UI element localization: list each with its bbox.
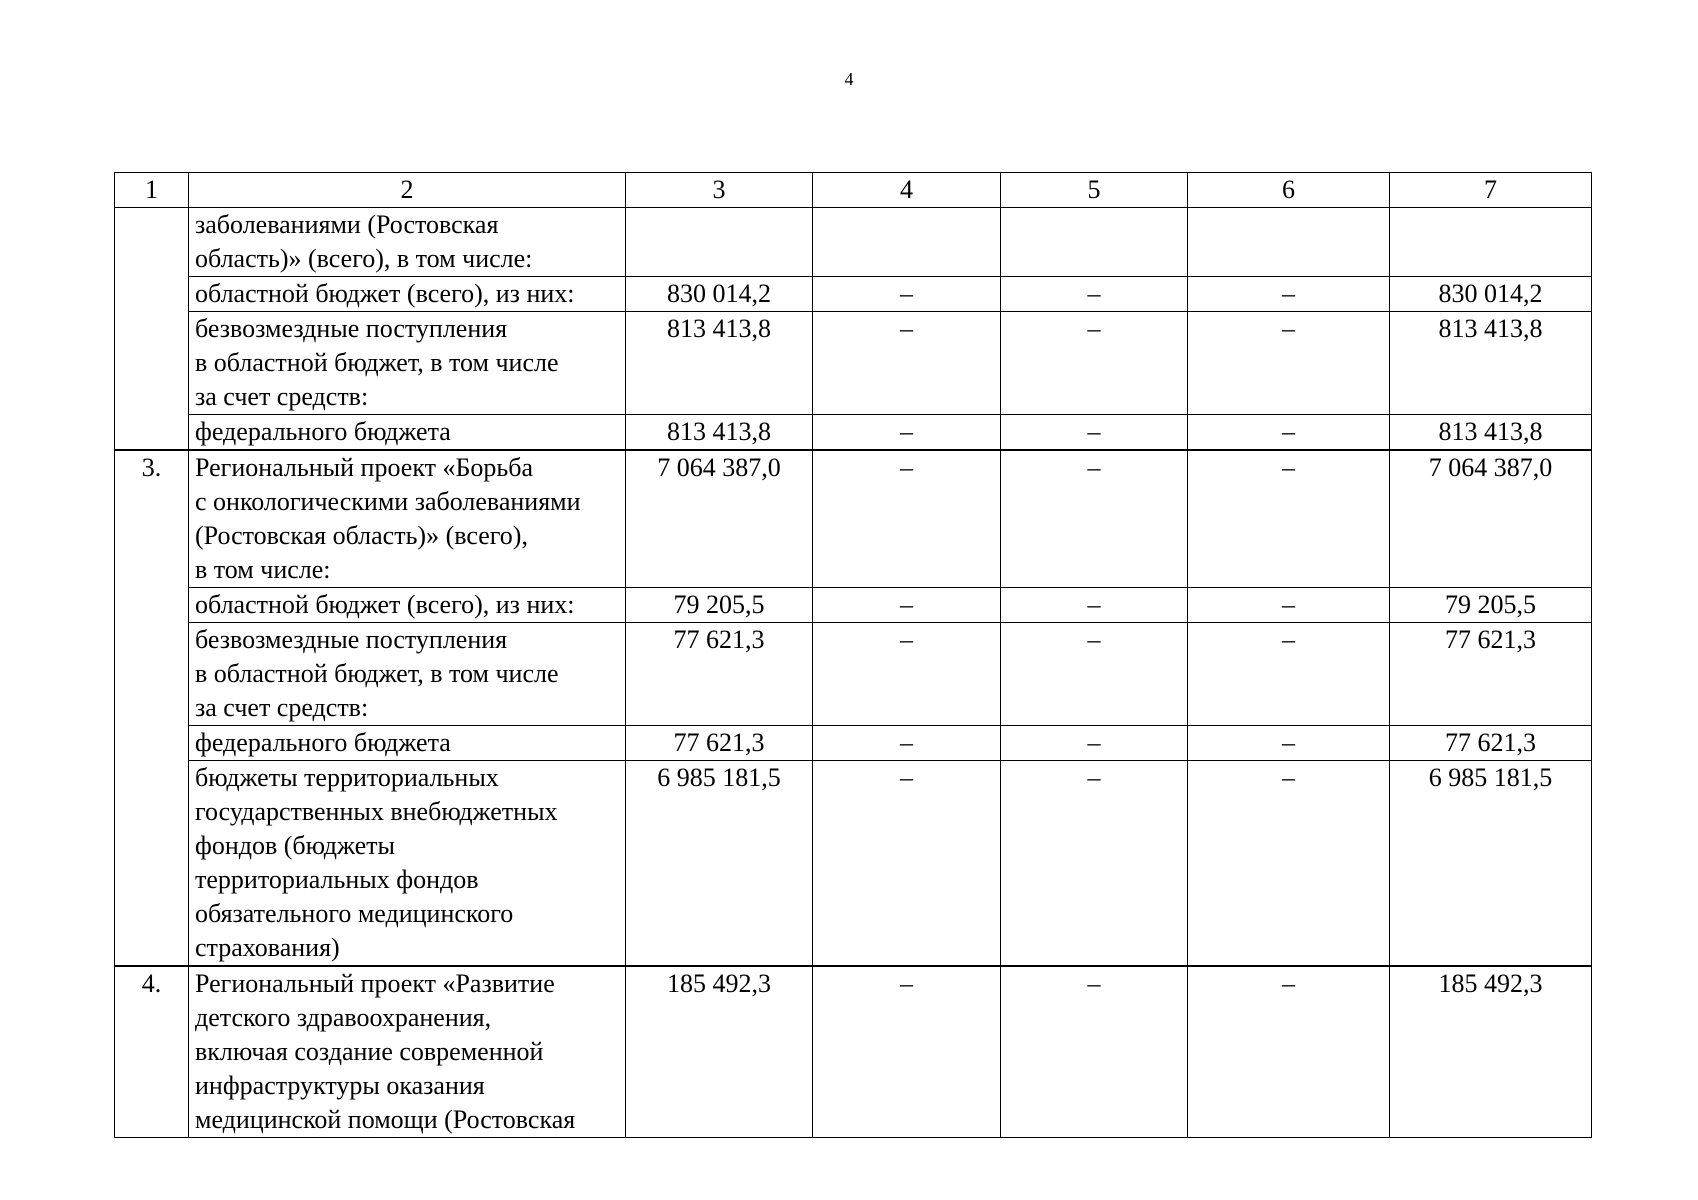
value-cell-col-7: 79 205,5 bbox=[1390, 588, 1592, 623]
table-row bbox=[115, 277, 1592, 312]
value-cell-col-3: 830 014,2 bbox=[626, 277, 813, 312]
value-cell-col-7: 6 985 181,5 bbox=[1390, 761, 1592, 967]
value-cell-col-6: – bbox=[1188, 726, 1390, 761]
value-cell-col-3: 79 205,5 bbox=[626, 588, 813, 623]
value-cell-col-3 bbox=[626, 208, 813, 277]
item-name-cell: федерального бюджета bbox=[189, 726, 626, 761]
item-name-cell: федерального бюджета bbox=[189, 415, 626, 451]
value-cell-col-6: – bbox=[1188, 312, 1390, 415]
value-cell-col-6: – bbox=[1188, 588, 1390, 623]
value-cell-col-5: – bbox=[1001, 588, 1188, 623]
value-cell-col-6: – bbox=[1188, 623, 1390, 726]
value-cell-col-3: 813 413,8 bbox=[626, 312, 813, 415]
value-cell-col-5: – bbox=[1001, 312, 1188, 415]
row-number-cell bbox=[115, 208, 189, 451]
table-header-row bbox=[115, 173, 1592, 208]
table-row bbox=[115, 761, 1592, 967]
value-cell-col-7: 813 413,8 bbox=[1390, 415, 1592, 451]
table-row bbox=[115, 450, 1592, 588]
value-cell-col-5: – bbox=[1001, 277, 1188, 312]
value-cell-col-4: – bbox=[813, 277, 1001, 312]
row-number-cell: 3. bbox=[115, 450, 189, 966]
header-cell: 5 bbox=[1001, 173, 1188, 208]
value-cell-col-7: 830 014,2 bbox=[1390, 277, 1592, 312]
item-name-cell: областной бюджет (всего), из них: bbox=[189, 277, 626, 312]
value-cell-col-5 bbox=[1001, 208, 1188, 277]
value-cell-col-4: – bbox=[813, 312, 1001, 415]
item-name-cell: заболеваниями (Ростовская область)» (всего), в том числе: bbox=[189, 208, 626, 277]
value-cell-col-4: – bbox=[813, 415, 1001, 451]
item-name-cell: безвозмездные поступления в областной бюджет, в том числе за счет средств: bbox=[189, 312, 626, 415]
header-cell: 7 bbox=[1390, 173, 1592, 208]
value-cell-col-4: – bbox=[813, 726, 1001, 761]
value-cell-col-6: – bbox=[1188, 761, 1390, 967]
header-cell: 1 bbox=[115, 173, 189, 208]
header-cell: 4 bbox=[813, 173, 1001, 208]
value-cell-col-4: – bbox=[813, 761, 1001, 967]
item-name-cell: Региональный проект «Борьба с онкологическими заболеваниями (Ростовская область)» (всего), в том числе: bbox=[189, 450, 626, 588]
value-cell-col-5: – bbox=[1001, 450, 1188, 588]
value-cell-col-6: – bbox=[1188, 277, 1390, 312]
value-cell-col-3: 813 413,8 bbox=[626, 415, 813, 451]
value-cell-col-5: – bbox=[1001, 726, 1188, 761]
budget-table bbox=[114, 172, 1592, 1138]
value-cell-col-6: – bbox=[1188, 450, 1390, 588]
value-cell-col-4: – bbox=[813, 588, 1001, 623]
item-name-cell: Региональный проект «Развитие детского здравоохранения, включая создание современной инфраструктуры оказания медицинской помощи (Ростовская bbox=[189, 966, 626, 1138]
value-cell-col-3: 185 492,3 bbox=[626, 966, 813, 1138]
value-cell-col-3: 77 621,3 bbox=[626, 623, 813, 726]
value-cell-col-5: – bbox=[1001, 415, 1188, 451]
item-name-cell: бюджеты территориальных государственных внебюджетных фондов (бюджеты территориальных фондов обязательного медицинского страхования) bbox=[189, 761, 626, 967]
item-name-cell: безвозмездные поступления в областной бюджет, в том числе за счет средств: bbox=[189, 623, 626, 726]
value-cell-col-6 bbox=[1188, 208, 1390, 277]
header-cell: 6 bbox=[1188, 173, 1390, 208]
value-cell-col-7: 77 621,3 bbox=[1390, 726, 1592, 761]
table-row bbox=[115, 208, 1592, 277]
value-cell-col-7: 813 413,8 bbox=[1390, 312, 1592, 415]
value-cell-col-4: – bbox=[813, 623, 1001, 726]
value-cell-col-5: – bbox=[1001, 966, 1188, 1138]
value-cell-col-7: 7 064 387,0 bbox=[1390, 450, 1592, 588]
page-number: 4 bbox=[844, 69, 854, 89]
value-cell-col-4: – bbox=[813, 450, 1001, 588]
value-cell-col-7: 185 492,3 bbox=[1390, 966, 1592, 1138]
value-cell-col-7 bbox=[1390, 208, 1592, 277]
table-row bbox=[115, 726, 1592, 761]
value-cell-col-3: 7 064 387,0 bbox=[626, 450, 813, 588]
value-cell-col-6: – bbox=[1188, 415, 1390, 451]
value-cell-col-3: 6 985 181,5 bbox=[626, 761, 813, 967]
table-row bbox=[115, 623, 1592, 726]
header-cell: 2 bbox=[189, 173, 626, 208]
table-row bbox=[115, 415, 1592, 451]
row-number-cell: 4. bbox=[115, 966, 189, 1138]
value-cell-col-4 bbox=[813, 208, 1001, 277]
item-name-cell: областной бюджет (всего), из них: bbox=[189, 588, 626, 623]
table-row bbox=[115, 588, 1592, 623]
value-cell-col-3: 77 621,3 bbox=[626, 726, 813, 761]
value-cell-col-7: 77 621,3 bbox=[1390, 623, 1592, 726]
value-cell-col-6: – bbox=[1188, 966, 1390, 1138]
table-row bbox=[115, 312, 1592, 415]
header-cell: 3 bbox=[626, 173, 813, 208]
table-row bbox=[115, 966, 1592, 1138]
value-cell-col-5: – bbox=[1001, 761, 1188, 967]
value-cell-col-5: – bbox=[1001, 623, 1188, 726]
value-cell-col-4: – bbox=[813, 966, 1001, 1138]
